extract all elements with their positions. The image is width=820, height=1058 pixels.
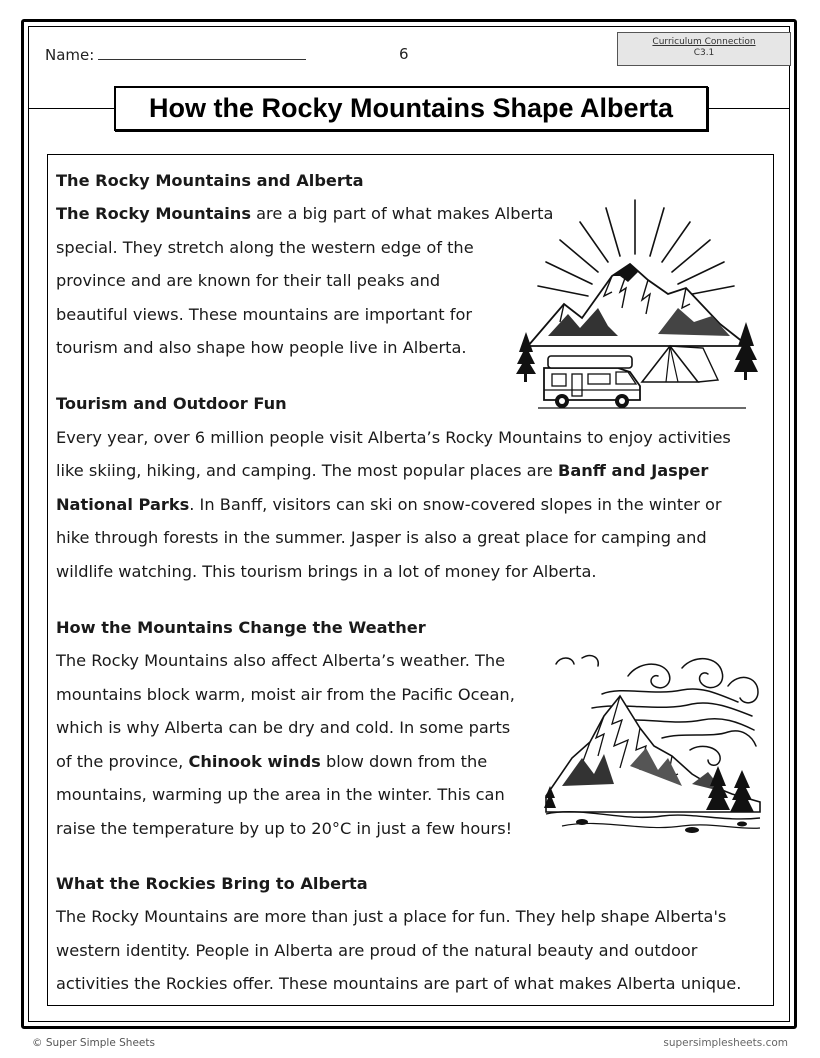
paragraph-line: The Rocky Mountains are more than just a place for fun. They help shape Alberta's (56, 907, 727, 926)
name-field[interactable] (45, 45, 306, 64)
footer-website-link[interactable]: supersimplesheets.com (663, 1037, 788, 1049)
chinook-wind-mountain-illustration (542, 646, 764, 836)
line-text: . In Banff, visitors can ski on snow-covered slopes in the winter or (189, 495, 722, 514)
bold-term: The Rocky Mountains (56, 204, 251, 223)
paragraph-line: province and are known for their tall peaks and (56, 271, 441, 290)
curriculum-label: Curriculum Connection (652, 37, 756, 47)
footer-copyright: © Super Simple Sheets (32, 1037, 155, 1049)
line-text: of the province, (56, 752, 189, 771)
paragraph-line: raise the temperature by up to 20°C in just a few hours! (56, 819, 513, 838)
paragraph-line: wildlife watching. This tourism brings in a lot of money for Alberta. (56, 562, 597, 581)
curriculum-code: C3.1 (693, 48, 715, 58)
paragraph-line: Every year, over 6 million people visit Alberta’s Rocky Mountains to enjoy activities (56, 428, 731, 447)
paragraph-line (56, 454, 708, 488)
paragraph-line (56, 745, 487, 779)
paragraph-line (56, 197, 553, 231)
mountain-camping-illustration (508, 196, 764, 412)
curriculum-connection-box (617, 32, 791, 66)
section-heading-weather: How the Mountains Change the Weather (56, 618, 426, 637)
page-number: 6 (399, 45, 409, 63)
line-text: like skiing, hiking, and camping. The most popular places are (56, 461, 559, 480)
line-text-after: blow down from the (320, 752, 488, 771)
paragraph-line: which is why Alberta can be dry and cold. In some parts (56, 718, 511, 737)
paragraph-line: hike through forests in the summer. Jasper is also a great place for camping and (56, 528, 707, 547)
page-title: How the Rocky Mountains Shape Alberta (114, 86, 708, 131)
paragraph-line (56, 488, 722, 522)
paragraph-line: mountains, warming up the area in the winter. This can (56, 785, 505, 804)
paragraph-line: mountains block warm, moist air from the Pacific Ocean, (56, 685, 515, 704)
section-heading-identity: What the Rockies Bring to Alberta (56, 874, 368, 893)
paragraph-line: special. They stretch along the western edge of the (56, 238, 474, 257)
paragraph-line: tourism and also shape how people live in Alberta. (56, 338, 467, 357)
paragraph-line: beautiful views. These mountains are important for (56, 305, 472, 324)
section-heading-tourism: Tourism and Outdoor Fun (56, 394, 287, 413)
name-blank-line[interactable] (98, 45, 306, 60)
paragraph-line: western identity. People in Alberta are proud of the natural beauty and outdoor (56, 941, 698, 960)
bold-term: National Parks (56, 495, 190, 514)
section-heading-mountains: The Rocky Mountains and Alberta (56, 171, 364, 190)
paragraph-line: The Rocky Mountains also affect Alberta’s weather. The (56, 651, 506, 670)
line-text: are a big part of what makes Alberta (250, 204, 554, 223)
name-label: Name: (45, 46, 95, 64)
bold-term: Chinook winds (188, 752, 321, 771)
bold-term: Banff and Jasper (558, 461, 709, 480)
paragraph-line: activities the Rockies offer. These mountains are part of what makes Alberta unique. (56, 974, 742, 993)
